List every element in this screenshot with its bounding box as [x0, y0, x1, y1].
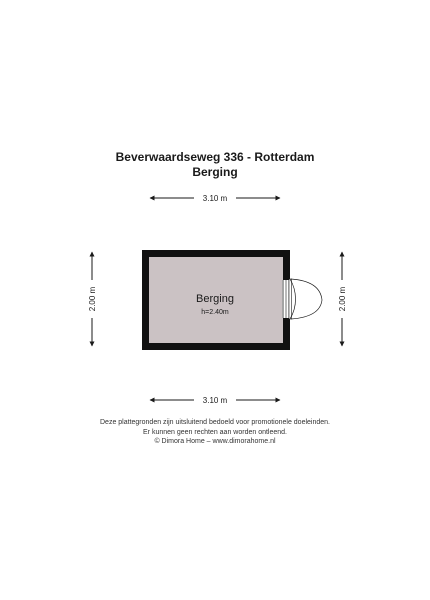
- disclaimer-footer: [0, 418, 430, 447]
- dimension-left: [88, 252, 97, 346]
- door: [282, 279, 322, 319]
- dimension-top: [150, 194, 280, 203]
- dimension-bottom-label: 3.10 m: [202, 396, 228, 405]
- dimension-left-label: 2.00 m: [88, 286, 97, 312]
- copyright-line: © Dimora Home – www.dimorahome.nl: [154, 438, 276, 445]
- disclaimer-line-1: Deze plattegronden zijn uitsluitend bedoeld voor promotionele doeleinden.: [100, 419, 330, 426]
- dimension-right-label: 2.00 m: [338, 286, 347, 312]
- door-leaf: [289, 279, 292, 319]
- dimension-top-label: 3.10 m: [202, 194, 228, 203]
- dimension-right: [338, 252, 347, 346]
- disclaimer-line-2: Er kunnen geen rechten aan worden ontleend.: [143, 428, 287, 436]
- room-name-label: Berging: [196, 293, 234, 305]
- floor-name-subtitle: Berging: [192, 165, 238, 179]
- dimension-bottom: [150, 396, 280, 405]
- property-address-title: Beverwaardseweg 336 - Rotterdam: [115, 150, 315, 164]
- room-height-label: h=2.40m: [201, 309, 229, 316]
